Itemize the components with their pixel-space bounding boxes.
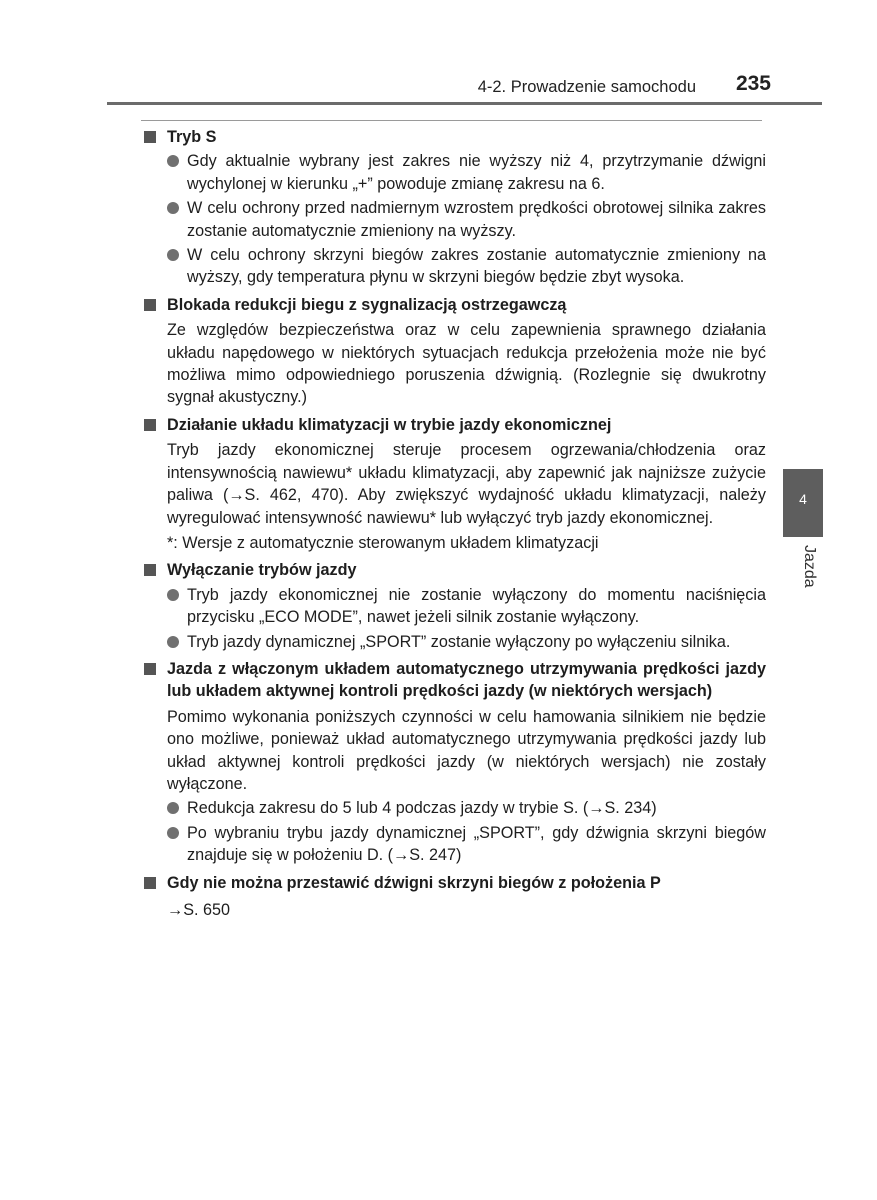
square-bullet-icon xyxy=(144,419,156,431)
circle-bullet-icon xyxy=(167,636,179,648)
square-bullet-icon xyxy=(144,564,156,576)
page-reference: →S. 650 xyxy=(167,901,230,919)
footnote: *: Wersje z automatycznie sterowanym układem klimatyzacji xyxy=(167,533,599,552)
chapter-number: 4 xyxy=(799,491,807,507)
circle-bullet-icon xyxy=(167,249,179,261)
page-number: 235 xyxy=(735,72,771,95)
section-heading-text: Tryb S xyxy=(167,128,217,146)
section-heading-text: Gdy nie można przestawić dźwigni skrzyni biegów z położenia P xyxy=(167,873,661,892)
list-item-text: Gdy aktualnie wybrany jest zakres nie wyższy niż 4, przytrzymanie dźwigni wychylonej w kierunku „+” powoduje zmianę zakresu na 6. xyxy=(187,152,766,193)
circle-bullet-icon xyxy=(167,155,179,167)
page-content xyxy=(142,124,766,921)
section-heading xyxy=(142,559,766,581)
square-bullet-icon xyxy=(144,877,156,889)
list-item-text: W celu ochrony przed nadmiernym wzrostem prędkości obrotowej silnika zakres zostanie automatycznie zmieniony na wyższy. xyxy=(187,199,766,240)
list-item xyxy=(142,797,766,819)
section-title: 4-2. Prowadzenie samochodu xyxy=(477,78,696,96)
chapter-tab xyxy=(783,469,823,537)
paragraph: Tryb jazdy ekonomicznej steruje procesem ogrzewania/chłodzenia oraz intensywnością nawiewu* układu klimatyzacji, aby zapewnić jak najniższe zużycie paliwa (→S. 462, 470). Aby zwiększyć wydajność układu klimatyzacji, należy wyregulować intensywność nawiewu* lub wyłączyć tryb jazdy ekonomicznej. xyxy=(167,441,766,527)
chapter-label: Jazda xyxy=(801,545,818,588)
list-item xyxy=(142,822,766,867)
circle-bullet-icon xyxy=(167,827,179,839)
list-item-text: Po wybraniu trybu jazdy dynamicznej „SPORT”, gdy dźwignia skrzyni biegów znajduje się w położeniu D. (→S. 247) xyxy=(187,823,766,865)
list-item xyxy=(142,244,766,289)
section-heading xyxy=(142,872,766,894)
section-heading xyxy=(142,414,766,436)
section-heading xyxy=(142,658,766,703)
list-item xyxy=(142,197,766,242)
list-item-text: Redukcja zakresu do 5 lub 4 podczas jazdy w trybie S. (→S. 234) xyxy=(187,799,657,818)
section-heading xyxy=(142,294,766,316)
list-item xyxy=(142,584,766,629)
list-item-text: Tryb jazdy dynamicznej „SPORT” zostanie wyłączony po wyłączeniu silnika. xyxy=(187,632,731,651)
section-heading-text: Działanie układu klimatyzacji w trybie jazdy ekonomicznej xyxy=(167,415,612,434)
section-heading-text: Wyłączanie trybów jazdy xyxy=(167,561,357,580)
list-item-text: W celu ochrony skrzyni biegów zakres zostanie automatycznie zmieniony na wyższy, gdy temperatura płynu w skrzyni biegów będzie zbyt wysoka. xyxy=(187,246,766,287)
list-item xyxy=(142,150,766,195)
header-rule xyxy=(107,102,822,105)
square-bullet-icon xyxy=(144,663,156,675)
content-rule xyxy=(141,120,762,121)
list-item xyxy=(142,631,766,653)
circle-bullet-icon xyxy=(167,589,179,601)
square-bullet-icon xyxy=(144,131,156,143)
circle-bullet-icon xyxy=(167,802,179,814)
section-heading xyxy=(142,126,766,148)
section-heading-text: Blokada redukcji biegu z sygnalizacją ostrzegawczą xyxy=(167,295,567,314)
list-item-text: Tryb jazdy ekonomicznej nie zostanie wyłączony do momentu naciśnięcia przycisku „ECO MODE”, nawet jeżeli silnik zostanie wyłączony. xyxy=(187,585,766,627)
paragraph: Pomimo wykonania poniższych czynności w celu hamowania silnikiem nie będzie ono możliwe, ponieważ układ automatycznego utrzymywania prędkości jazdy lub układ aktywnej kontroli prędkości jazdy (w niektórych wersjach) nie zostały wyłączone. xyxy=(167,707,766,793)
paragraph: Ze względów bezpieczeństwa oraz w celu zapewnienia sprawnego działania układu napędowego w niektórych sytuacjach redukcja przełożenia może nie być możliwa mimo odpowiedniego poruszenia dźwignią. (Rozlegnie się dwukrotny sygnał akustyczny.) xyxy=(167,321,766,407)
square-bullet-icon xyxy=(144,299,156,311)
circle-bullet-icon xyxy=(167,202,179,214)
section-heading-text: Jazda z włączonym układem automatycznego utrzymywania prędkości jazdy lub układem aktywnej kontroli prędkości jazdy (w niektórych wersjach) xyxy=(167,659,766,701)
